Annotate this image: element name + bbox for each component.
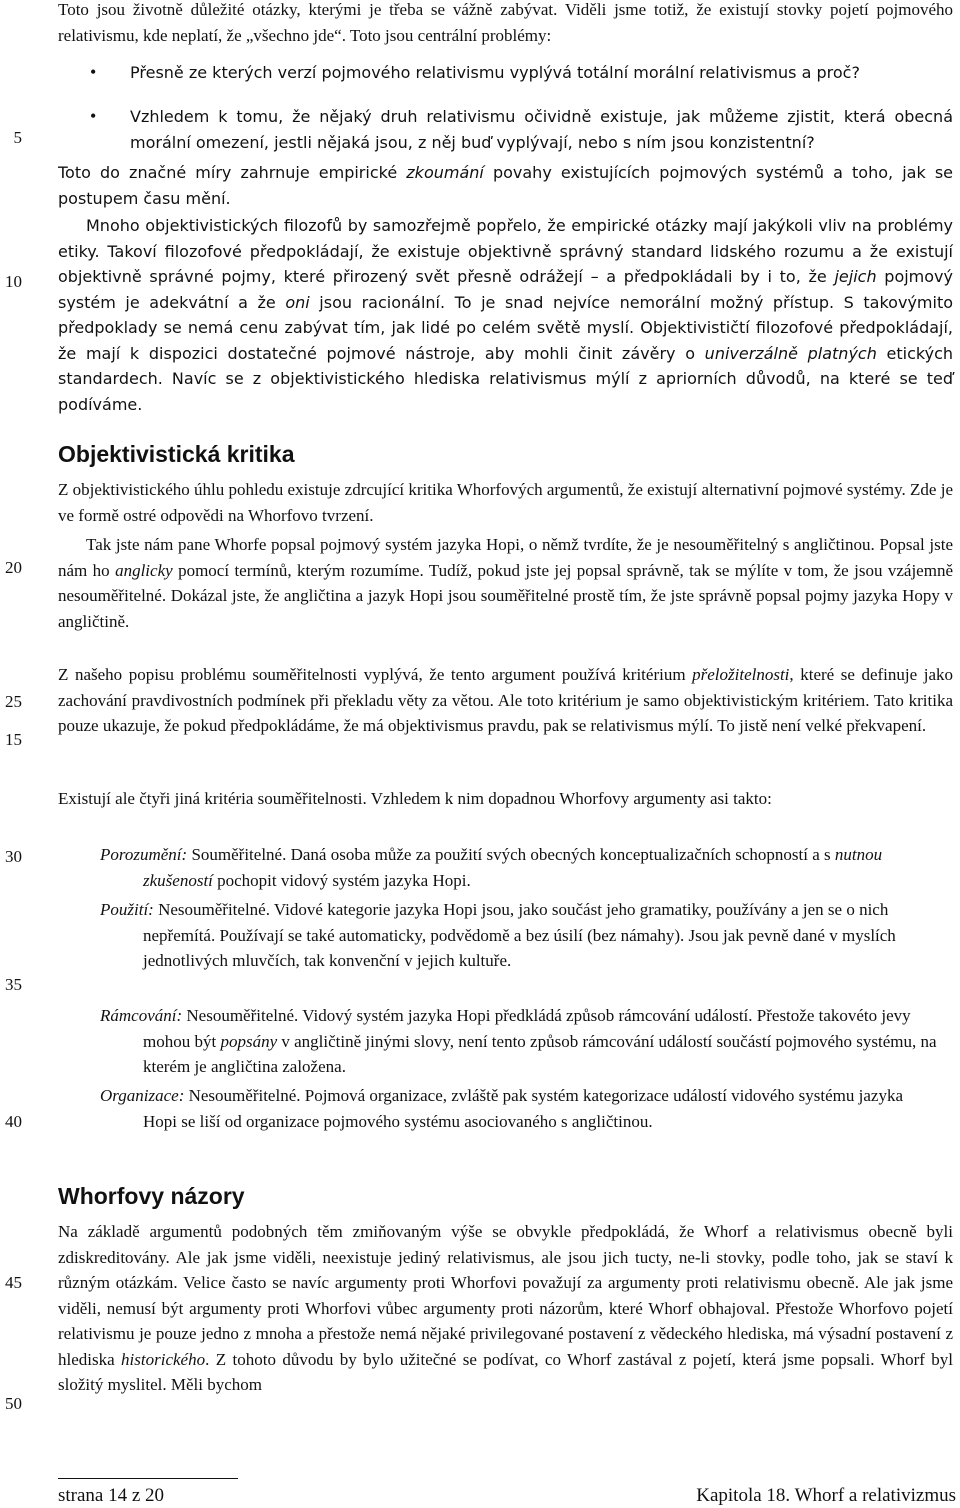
- line-number: 20: [5, 558, 22, 577]
- line-number: 30: [5, 847, 22, 866]
- chapter-title: Kapitola 18. Whorf a relativizmus: [696, 1485, 956, 1506]
- line-number: 25: [5, 692, 22, 711]
- criterion-term: Rámcování:: [100, 1006, 183, 1025]
- criterion-organization: Organizace: Nesouměřitelné. Pojmová organizace, zvláště pak systém kategorizace událostí vidového systému jazyka Hopi se liší od organizace pojmového systému asociovaného s angličtinou.: [100, 1086, 904, 1131]
- footer-divider: [58, 1478, 238, 1479]
- four-criteria-text: Existují ale čtyři jiná kritéria souměřitelnosti. Vzhledem k nim dopadnou Whorfovy argumenty asi takto:: [58, 789, 772, 808]
- line-number: 50: [5, 1394, 22, 1413]
- empirical-text: Toto do značné míry zahrnuje empirické zkoumání povahy existujících pojmových systémů a toho, jak se postupem času mění.: [58, 163, 954, 208]
- bullet-text: Vzhledem k tomu, že nějaký druh relativismu očividně existuje, jak můžeme zjistit, která obecná morální omezení, jestli nějaká jsou, z něj buď vyplývají, nebo s ním jsou konzistentní?: [130, 107, 953, 152]
- page-number: strana 14 z 20: [58, 1485, 165, 1506]
- emphasis: anglicky: [115, 560, 173, 580]
- whorf-views-paragraph: [58, 1219, 953, 1398]
- section-heading: Objektivistická kritika: [58, 441, 295, 467]
- criterion-term: Organizace:: [100, 1086, 185, 1105]
- intro-text: Toto jsou životně důležité otázky, kterými je třeba se vážně zabývat. Viděli jsme totiž, že existují stovky pojetí pojmového relativismu, kde neplatí, že „všechno jde“. Toto jsou centrální problémy:: [58, 0, 953, 45]
- problem-paragraph: [58, 662, 953, 739]
- criterion-use: Použití: Nesouměřitelné. Vidové kategorie jazyka Hopi jsou, jako součást jeho gramatiky, používány a jen se o nich nepřemítá. Používají se také automaticky, podvědomě a bez úsilí (bez námahy). Jsou jak pevně dané v myslích jednotlivých mluvčích, tak konvenční v jejich kultuře.: [100, 900, 896, 970]
- intro-paragraph: [58, 0, 953, 48]
- objectivists-paragraph: [58, 213, 953, 417]
- critique-paragraph: [58, 477, 953, 528]
- bullet-item: [130, 60, 953, 86]
- emphasis: jejich: [834, 267, 877, 286]
- emphasis: oni: [285, 292, 310, 312]
- whorfe-quote-paragraph: [58, 532, 953, 634]
- bullet-text: Přesně ze kterých verzí pojmového relativismu vyplývá totální morální relativismus a proč?: [130, 63, 860, 82]
- empirical-paragraph: [58, 160, 953, 211]
- line-number: 40: [5, 1112, 22, 1131]
- line-number: 10: [5, 272, 22, 291]
- criterion-term: Porozumění:: [100, 845, 188, 864]
- emphasis: historického: [121, 1349, 206, 1369]
- line-number: 15: [5, 730, 22, 749]
- bullet-dot: •: [90, 106, 97, 126]
- whorfe-quote-text: Tak jste nám pane Whorfe popsal pojmový systém jazyka Hopi, o němž tvrdíte, že je nesouměřitelný s angličtinou. Popsal jste nám ho anglicky pomocí termínů, kterým rozumíme. Tudíž, pokud jste jej popsal správně, tak se mýlíte v tom, že jsou vzájemně nesouměřitelné. Dokázal jste, že angličtina a jazyk Hopi jsou souměřitelné prostě tím, že jste správně popsal pojmy jazyka Hopy v angličtině.: [58, 535, 953, 631]
- line-number: 45: [5, 1273, 22, 1292]
- bullet-dot: •: [90, 62, 97, 82]
- four-criteria-paragraph: [58, 786, 953, 812]
- emphasis: popsány: [220, 1031, 278, 1051]
- emphasis: zkoumání: [406, 163, 484, 182]
- emphasis: univerzálně platných: [704, 343, 877, 363]
- critique-text: Z objektivistického úhlu pohledu existuje zdrcující kritika Whorfových argumentů, že existují alternativní pojmové systémy. Zde je ve formě ostré odpovědi na Whorfovo tvrzení.: [58, 480, 953, 525]
- criterion-framing: Rámcování: Nesouměřitelné. Vidový systém jazyka Hopi předkládá způsob rámcování událostí. Přestože takovéto jevy mohou být popsány v angličtině jinými slovy, není tento způsob rámcování událostí součástí pojmového systému, na kterém je angličtina založena.: [100, 1006, 937, 1076]
- line-number: 35: [5, 975, 22, 994]
- whorf-views-text: Na základě argumentů podobných těm zmiňovaným výše se obvykle předpokládá, že Whorf a relativismus obecně byli zdiskreditovány. Ale jak jsme viděli, neexistuje jediný relativismus, ale jsou jich tucty, ne-li stovky, podle toho, jak se staví k různým otázkám. Velice často se navíc argumenty proti Whorfovi považují za argumenty proti relativismu obecně. Ale jak jsme viděli, nemusí být argumenty proti Whorfovi vůbec argumenty proti názorům, které Whorf obhajoval. Přestože Whorfovo pojetí relativismu je pouze jedno z mnoha a přestože nemá nějaké privilegované postavení z vědeckého hlediska, má výsadní postavení z hlediska historického. Z tohoto důvodu by bylo užitečné se podívat, co Whorf zastával z pojetí, která jsme popsali. Whorf byl složitý myslitel. Měli bychom: [58, 1222, 953, 1394]
- emphasis: přeložitelnosti: [692, 665, 790, 684]
- emphasis: nutnou zkušeností: [143, 845, 883, 890]
- line-number: 5: [13, 128, 22, 147]
- bullet-item: [130, 104, 953, 155]
- section-heading: Whorfovy názory: [58, 1183, 245, 1209]
- criterion-term: Použití:: [100, 900, 154, 919]
- problem-text: Z našeho popisu problému souměřitelnosti vyplývá, že tento argument používá kritérium přeložitelnosti, které se definuje jako zachování pravdivostních podmínek při překladu věty za větou. Ale toto kritérium je samo objektivistickým kritériem. Tato kritika pouze ukazuje, že pokud předpokládáme, že má objektivismus pravdu, pak se relativismus mýlí. To jistě není velké překvapení.: [58, 665, 953, 735]
- criterion-understanding: Porozumění: Souměřitelné. Daná osoba může za použití svých obecných konceptualizačních schopností a s nutnou zkušeností pochopit vidový systém jazyka Hopi.: [100, 845, 883, 890]
- objectivists-text: Mnoho objektivistických filozofů by samozřejmě popřelo, že empirické otázky mají jakýkoli vliv na problémy etiky. Takoví filozofové předpokládají, že existuje objektivně správný standard lidského rozumu a že existují objektivně správné pojmy, které přirozený svět přesně odrážejí – a předpokládali by i to, že jejich pojmový systém je adekvátní a že oni jsou racionální. To je snad nejvíce nemorální možný přístup. S takovýmito předpoklady se nemá cenu zabývat tím, jak lidé po celém světě myslí. Objektivističtí filozofové předpokládají, že mají k dispozici dostatečné pojmové nástroje, aby mohli činit závěry o univerzálně platných etických standardech. Navíc se z objektivistického hlediska relativismus mýlí z apriorních důvodů, na které se teď podíváme.: [58, 216, 954, 414]
